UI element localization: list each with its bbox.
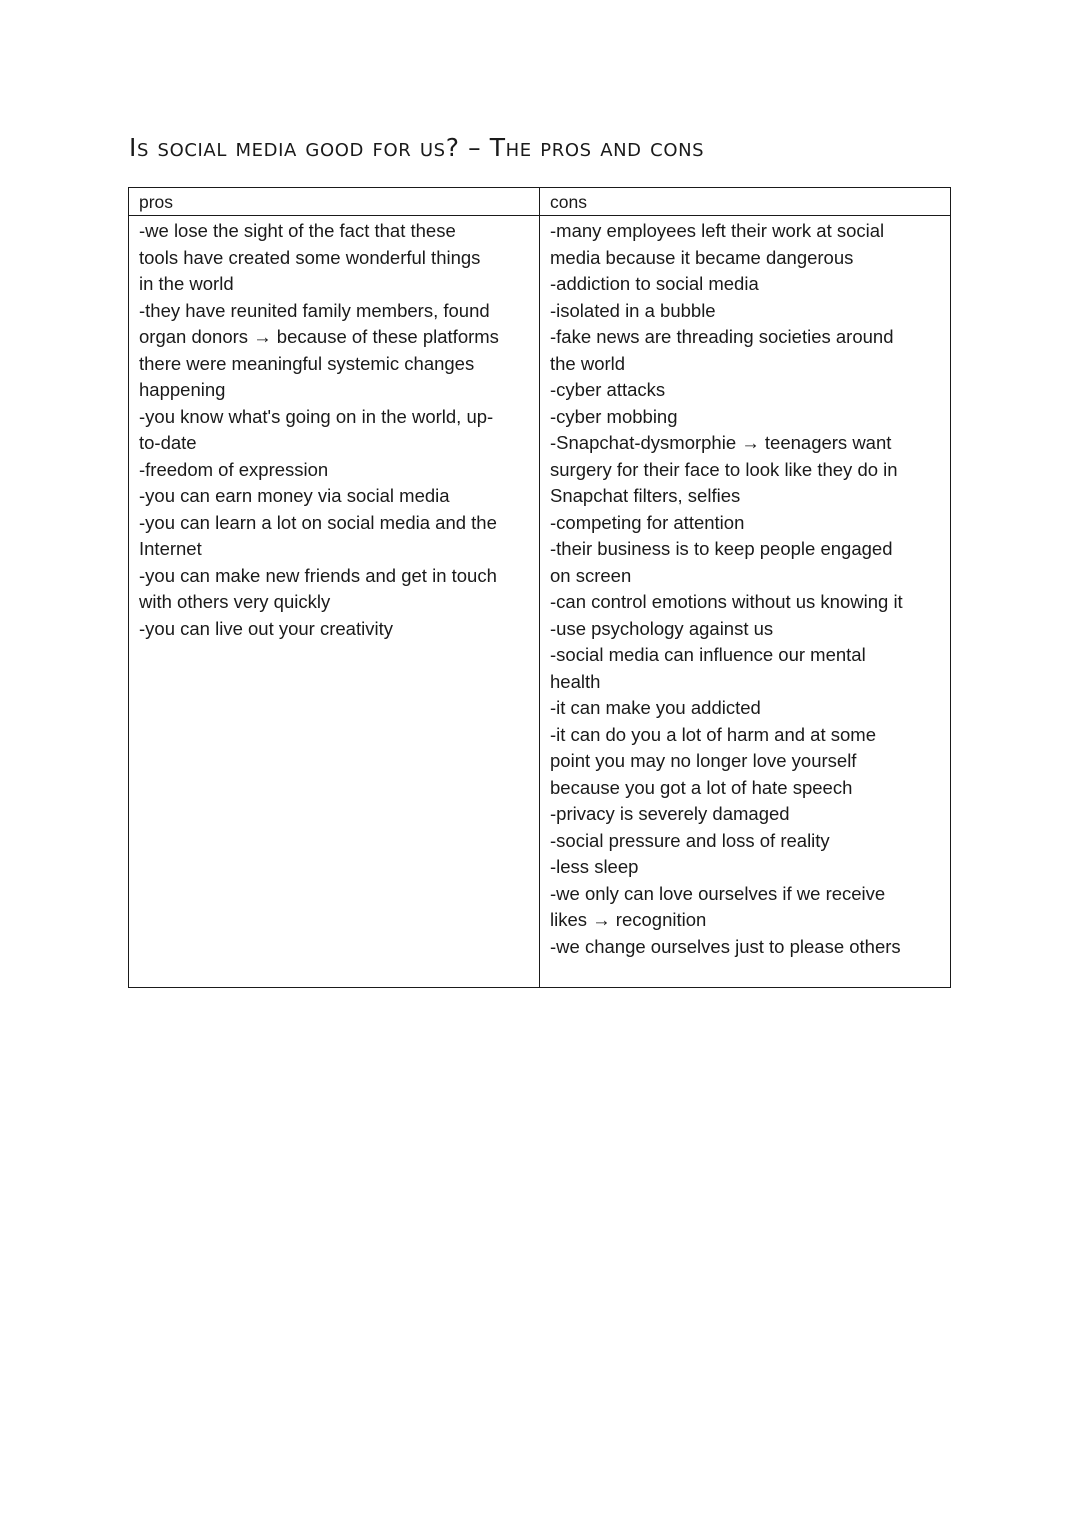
header-divider (129, 215, 950, 216)
cons-line: -it can do you a lot of harm and at some (550, 723, 876, 745)
column-divider (539, 188, 540, 987)
cons-line: -addiction to social media (550, 273, 759, 294)
cons-line: health (550, 670, 601, 692)
pros-line: -you can live out your creativity (139, 617, 393, 639)
pros-column (139, 218, 534, 642)
cons-line: -cyber mobbing (550, 405, 678, 427)
cons-line: -their business is to keep people engaged (550, 538, 893, 559)
cons-line: -use psychology against us (550, 617, 774, 639)
pros-line: with others very quickly (139, 591, 331, 612)
cons-line: -we change ourselves just to please others (550, 935, 901, 957)
pros-line: -freedom of expression (139, 458, 329, 480)
cons-line: on screen (550, 564, 632, 586)
pros-line: -you can earn money via social media (139, 485, 450, 506)
cons-line: media because it became dangerous (550, 246, 854, 268)
cons-line: -fake news are threading societies around (550, 326, 894, 347)
cons-line: -less sleep (550, 856, 639, 877)
cons-line: -we only can love ourselves if we receive (550, 882, 886, 904)
pros-line: -they have reunited family members, found (139, 299, 490, 321)
pros-line: happening (139, 379, 226, 400)
pros-cons-table (128, 187, 951, 988)
page-title: Is social media good for us? – The pros and cons (129, 133, 705, 162)
cons-line: -many employees left their work at social (550, 220, 885, 241)
cons-line: the world (550, 352, 626, 374)
cons-line: -competing for attention (550, 511, 745, 533)
pros-line: Internet (139, 538, 202, 559)
pros-line: -we lose the sight of the fact that these (139, 220, 456, 241)
pros-line: organ donors → because of these platforms (139, 326, 499, 347)
cons-line: -privacy is severely damaged (550, 803, 790, 824)
cons-line: point you may no longer love yourself (550, 750, 857, 771)
pros-header: pros (139, 192, 174, 212)
cons-line: -social media can influence our mental (550, 644, 866, 665)
pros-line: to-date (139, 432, 197, 453)
cons-line: surgery for their face to look like they do in (550, 458, 898, 480)
pros-line: -you can make new friends and get in touch (139, 564, 497, 586)
pros-line: -you know what's going on in the world, up- (139, 405, 494, 427)
cons-line: -Snapchat-dysmorphie → teenagers want (550, 432, 892, 453)
cons-line: -it can make you addicted (550, 697, 761, 718)
cons-line: -isolated in a bubble (550, 299, 716, 321)
cons-column (550, 218, 948, 960)
cons-line: because you got a lot of hate speech (550, 776, 853, 798)
cons-line: -cyber attacks (550, 379, 666, 400)
cons-line: -can control emotions without us knowing it (550, 591, 903, 612)
pros-line: -you can learn a lot on social media and the (139, 511, 497, 533)
cons-line: -social pressure and loss of reality (550, 829, 830, 851)
cons-header: cons (550, 192, 587, 212)
pros-line: there were meaningful systemic changes (139, 352, 475, 374)
pros-line: in the world (139, 273, 234, 294)
cons-line: Snapchat filters, selfies (550, 485, 741, 506)
cons-line: likes → recognition (550, 909, 707, 930)
pros-line: tools have created some wonderful things (139, 246, 481, 268)
